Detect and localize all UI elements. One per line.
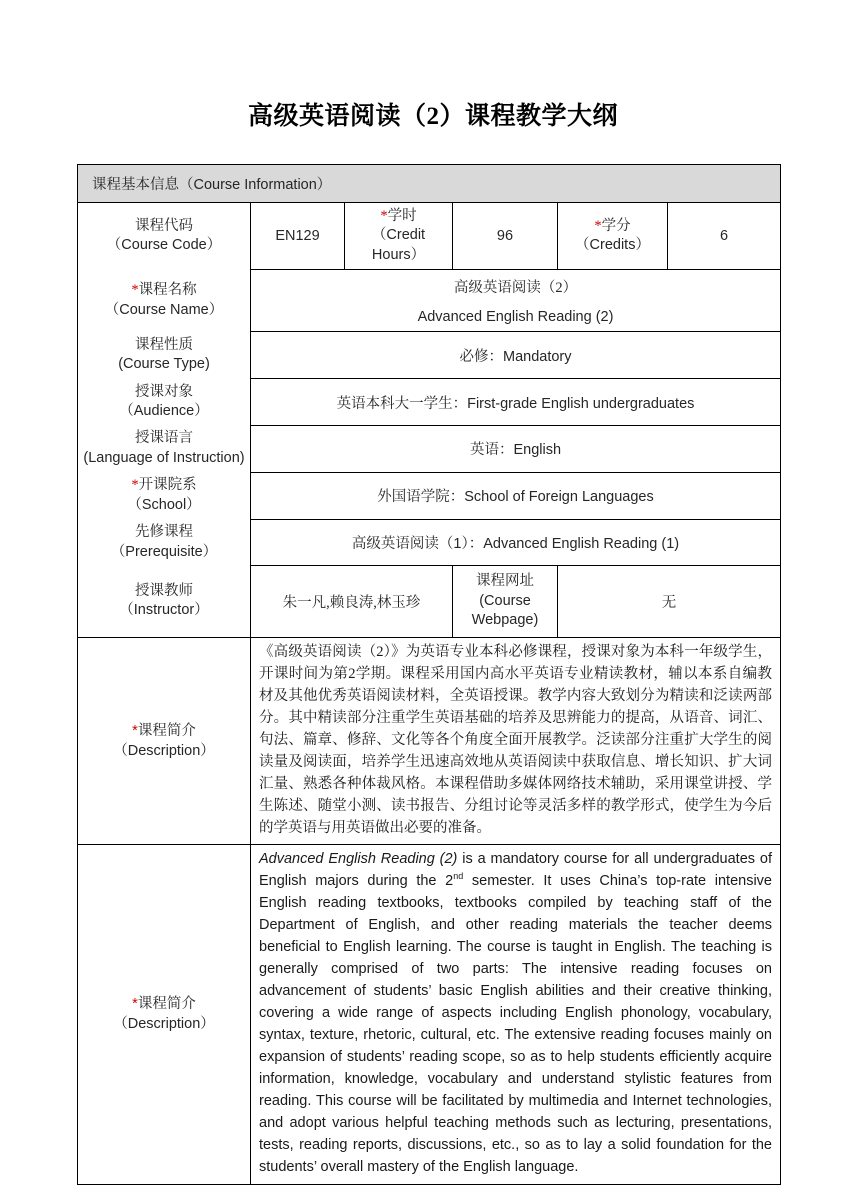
- label-prerequisite: [78, 519, 251, 566]
- required-asterisk: *: [131, 477, 139, 494]
- value-language: 英语：English: [251, 425, 781, 472]
- description-en-ordinal-suffix: nd: [453, 871, 464, 882]
- value-course-code: EN129: [251, 203, 345, 270]
- label-course-webpage-cn: 课程网址: [476, 573, 534, 590]
- label-language-cn: 授课语言: [135, 430, 193, 447]
- value-prerequisite: 高级英语阅读（1）：Advanced English Reading (1): [251, 519, 781, 566]
- label-course-name: [78, 270, 251, 332]
- description-en-course-title: Advanced English Reading (2): [259, 851, 458, 868]
- label-instructor-en: （Instructor）: [119, 602, 209, 619]
- label-credit-hours-en: （Credit Hours）: [371, 227, 426, 263]
- section-header-label: 课程基本信息（Course Information）: [78, 165, 781, 203]
- table-row-course-type: [78, 332, 781, 379]
- table-row-school: [78, 472, 781, 519]
- label-credit-hours-cn: *学时: [380, 208, 417, 224]
- label-course-webpage-en: (Course Webpage): [471, 592, 539, 629]
- table-row-course-name-cn: [78, 270, 781, 304]
- label-school: [78, 472, 251, 519]
- label-description-en: *课程简介（Description）: [78, 845, 251, 1184]
- label-prerequisite-en: （Prerequisite）: [110, 543, 218, 560]
- required-asterisk: *: [132, 722, 138, 739]
- label-credit-hours: [345, 203, 453, 270]
- table-row-description-cn: [78, 637, 781, 844]
- table-row-prerequisite: [78, 519, 781, 566]
- value-instructor: 朱一凡,赖良涛,林玉珍: [251, 566, 453, 637]
- page-title: 高级英语阅读（2）课程教学大纲: [247, 103, 618, 130]
- label-credits: [558, 203, 668, 270]
- value-course-name-en: Advanced English Reading (2): [251, 303, 781, 332]
- description-en-part1: is a mandatory course for all undergraduates of English majors during the 2: [259, 851, 772, 890]
- table-row-description-en: [78, 845, 781, 1184]
- label-credits-en: （Credits）: [575, 237, 650, 254]
- label-course-code-cn: 课程代码: [135, 217, 193, 234]
- table-row-audience: [78, 379, 781, 426]
- table-row-course-code: [78, 203, 781, 270]
- label-course-code-en: （Course Code）: [106, 237, 222, 254]
- label-course-webpage: [453, 566, 558, 637]
- course-information-table: [77, 164, 781, 1185]
- value-description-cn: 《高级英语阅读（2）》为英语专业本科必修课程，授课对象为本科一年级学生，开课时间为第2学期。课程采用国内高水平英语专业精读教材，辅以本系自编教材及其他优秀英语阅读材料，全英语授课。教学内容大致划分为精读和泛读两部分。其中精读部分注重学生英语基础的培养及思辨能力的提高，从语音、词汇、句法、篇章、修辞、文化等各个角度全面开展教学。泛读部分注重扩大学生的阅读量及阅读面，培养学生迅速高效地从英语阅读中获取信息、增长知识、扩大词汇量、熟悉各种体裁风格。本课程借助多媒体网络技术辅助，采用课堂讲授、学生陈述、随堂小测、读书报告、分组讨论等灵活多样的教学形式，使学生为今后的学英语与用英语做出必要的准备。: [251, 637, 781, 844]
- label-audience-en: （Audience）: [119, 403, 209, 420]
- value-audience: 英语本科大一学生：First-grade English undergraduates: [251, 379, 781, 426]
- label-school-en: （School）: [127, 496, 201, 513]
- label-school-cn: *开课院系: [131, 477, 197, 494]
- label-audience: [78, 379, 251, 426]
- required-asterisk: *: [594, 217, 602, 234]
- value-description-en: [251, 845, 781, 1184]
- label-course-type-en: (Course Type): [118, 356, 210, 373]
- value-course-name-cn: 高级英语阅读（2）: [251, 270, 781, 304]
- required-asterisk: *: [380, 208, 388, 224]
- label-course-name-en: （Course Name）: [104, 301, 224, 318]
- label-instructor: [78, 566, 251, 637]
- label-language-en: (Language of Instruction): [83, 449, 245, 466]
- label-course-type: [78, 332, 251, 379]
- label-instructor-cn: 授课教师: [135, 582, 193, 599]
- label-language: [78, 425, 251, 472]
- label-course-code: [78, 203, 251, 270]
- label-credits-cn: *学分: [594, 217, 631, 234]
- label-prerequisite-cn: 先修课程: [135, 524, 193, 541]
- table-row-language: [78, 425, 781, 472]
- value-course-webpage: 无: [558, 566, 781, 637]
- label-audience-cn: 授课对象: [135, 383, 193, 400]
- value-credits: 6: [668, 203, 781, 270]
- required-asterisk: *: [131, 282, 139, 299]
- value-course-type: 必修：Mandatory: [251, 332, 781, 379]
- label-description-cn: *课程简介（Description）: [78, 637, 251, 844]
- label-course-name-cn: *课程名称: [131, 282, 197, 299]
- value-credit-hours: 96: [453, 203, 558, 270]
- value-school: 外国语学院：School of Foreign Languages: [251, 472, 781, 519]
- description-en-part2: semester. It uses China’s top-rate intensive English reading textbooks, textbooks compiled by teaching staff of the Department of English, and other reading materials the teacher deems beneficial to English learning. The course is taught in English. The teaching is generally comprised of two parts: The intensive reading focuses on advancement of students’ basic English abilities and their creative thinking, covering a wide range of aspects including English phonology, vocabulary, syntax, texture, rhetoric, cultural, etc. The extensive reading focuses mainly on expansion of students’ reading scope, so as to help students efficiently acquire information, knowledge, vocabulary and understand stylistic features from reading. This course will be facilitated by multimedia and Internet technologies, and adopt various helpful teaching methods such as lecturing, presentations, tests, reading reports, discussions, etc., so as to lay a solid foundation for the students’ overall mastery of the English language.: [259, 873, 772, 1176]
- table-section-header-row: [78, 165, 781, 203]
- label-course-type-cn: 课程性质: [135, 336, 193, 353]
- required-asterisk: *: [132, 996, 138, 1013]
- table-row-instructor: [78, 566, 781, 637]
